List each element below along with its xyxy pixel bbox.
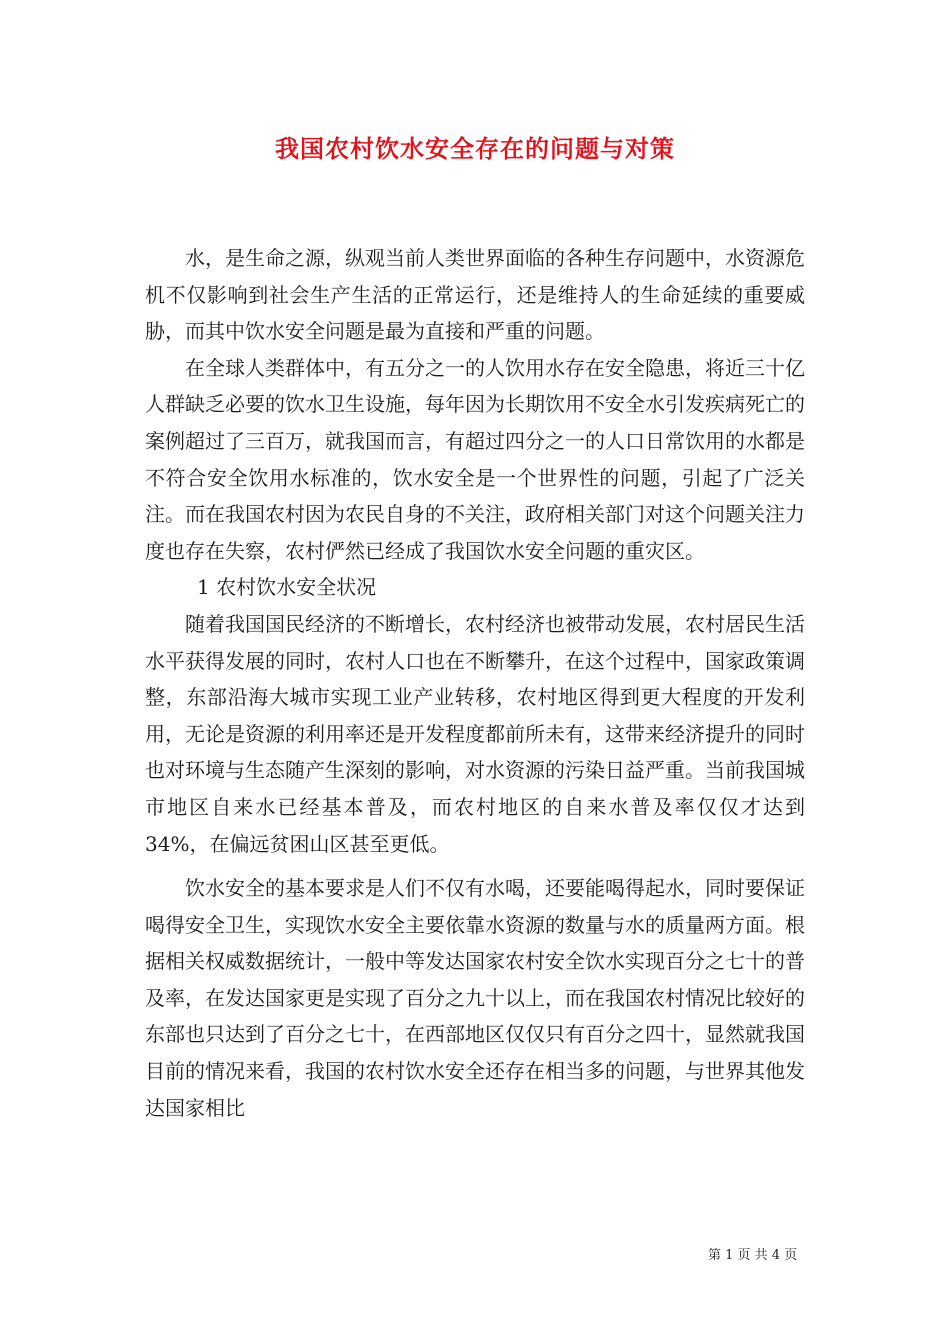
paragraph-intro: 水，是生命之源，纵观当前人类世界面临的各种生存问题中，水资源危机不仅影响到社会生产生活的正常运行，还是维持人的生命延续的重要威胁，而其中饮水安全问题是最为直接和严重的问题。 [145, 246, 805, 344]
document-title: 我国农村饮水安全存在的问题与对策 [275, 134, 675, 163]
paragraph-gap [145, 862, 805, 870]
paragraph-safety-requirements: 饮水安全的基本要求是人们不仅有水喝，还要能喝得起水，同时要保证喝得安全卫生，实现饮水安全主要依靠水资源的数量与水的质量两方面。根据相关权威数据统计，一般中等发达国家农村安全饮水实现百分之七十的普及率，在发达国家更是实现了百分之九十以上，而在我国农村情况比较好的东部也只达到了百分之七十，在西部地区仅仅只有百分之四十，显然就我国目前的情况来看，我国的农村饮水安全还存在相当多的问题，与世界其他发达国家相比 [145, 876, 805, 1120]
section-heading-1: 1 农村饮水安全状况 [197, 575, 377, 600]
document-body [145, 240, 805, 1126]
paragraph-rural-status: 随着我国国民经济的不断增长，农村经济也被带动发展，农村居民生活水平获得发展的同时，农村人口也在不断攀升，在这个过程中，国家政策调整，东部沿海大城市实现工业产业转移，农村地区得到更大程度的开发利用，无论是资源的利用率还是开发程度都前所未有，这带来经济提升的同时也对环境与生态随产生深刻的影响，对水资源的污染日益严重。当前我国城市地区自来水已经基本普及，而农村地区的自来水普及率仅仅才达到 34%，在偏远贫困山区甚至更低。 [145, 611, 805, 856]
page-number-footer: 第 1 页 共 4 页 [708, 1248, 798, 1263]
paragraph-global-situation: 在全球人类群体中，有五分之一的人饮用水存在安全隐患，将近三十亿人群缺乏必要的饮水卫生设施，每年因为长期饮用不安全水引发疾病死亡的案例超过了三百万，就我国而言，有超过四分之一的人口日常饮用的水都是不符合安全饮用水标准的，饮水安全是一个世界性的问题，引起了广泛关注。而在我国农村因为农民自身的不关注，政府相关部门对这个问题关注力度也存在失察，农村俨然已经成了我国饮水安全问题的重灾区。 [145, 355, 805, 563]
